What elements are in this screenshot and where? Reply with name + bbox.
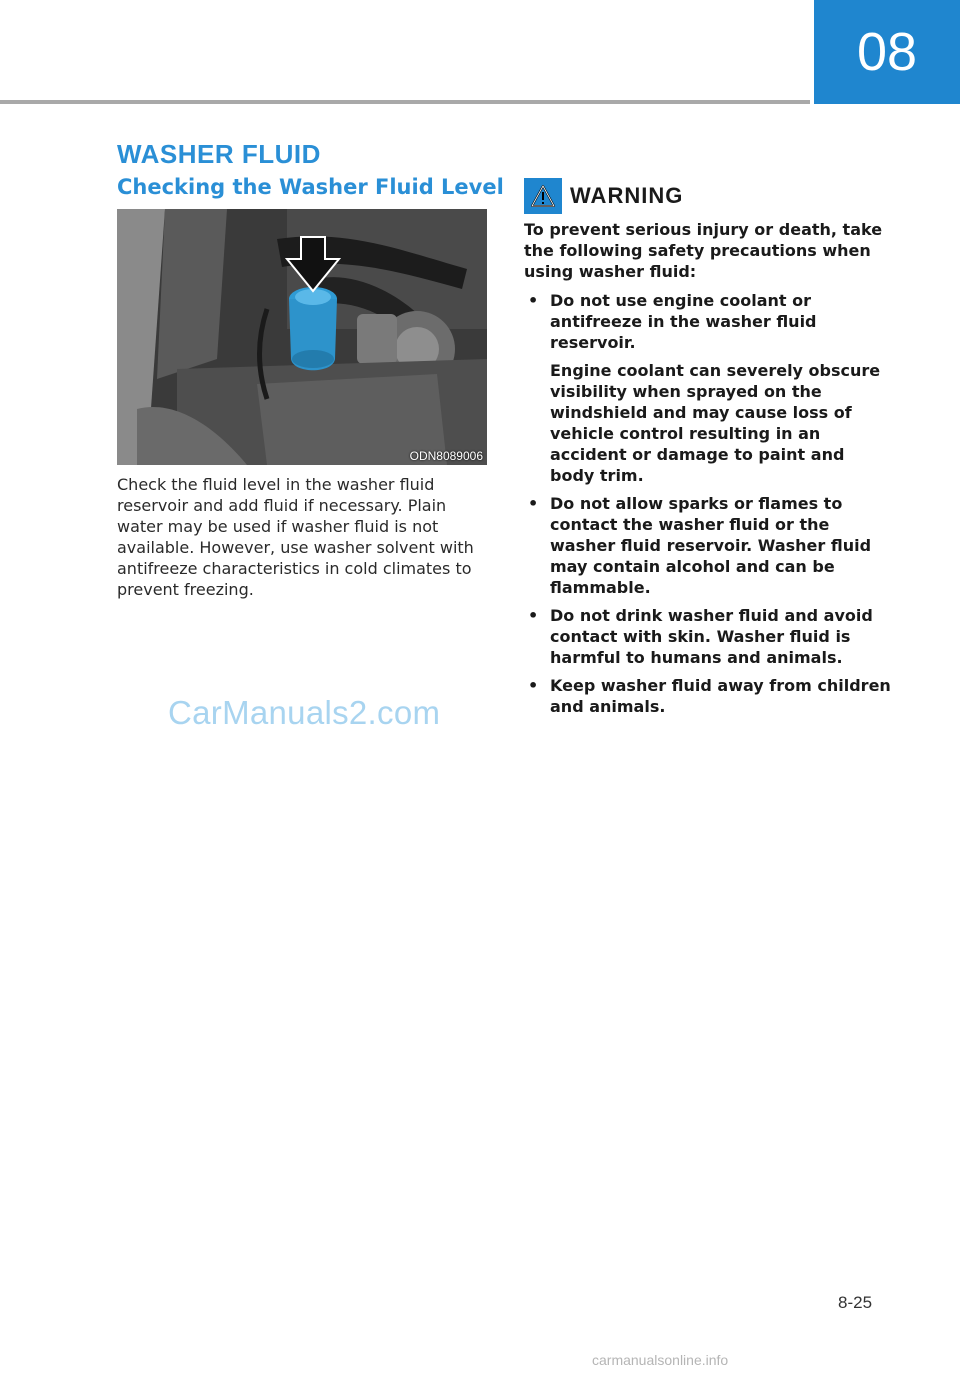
warning-item-text: Do not use engine coolant or antifreeze in the washer fluid reservoir. [550, 291, 817, 352]
page-number: 8-25 [838, 1293, 873, 1312]
warning-item-text: Keep washer fluid away from children and animals. [550, 676, 891, 716]
subsection-title: Checking the Washer Fluid Level [117, 175, 504, 199]
warning-label: WARNING [570, 183, 684, 208]
warning-list [524, 290, 894, 717]
warning-header [524, 178, 683, 214]
warning-item [524, 290, 894, 486]
engine-bay-photo [117, 209, 487, 465]
warning-block [524, 219, 894, 724]
warning-item-note: Engine coolant can severely obscure visibility when sprayed on the windshield and may cause loss of vehicle control resulting in an accident or damage to paint and body trim. [550, 361, 881, 485]
body-paragraph: Check the fluid level in the washer fluid reservoir and add fluid if necessary. Plain water may be used if washer fluid is not available. However, use washer solvent with antifreeze characteristics in cold climates to prevent freezing. [117, 475, 474, 599]
warning-item-text: Do not drink washer fluid and avoid contact with skin. Washer fluid is harmful to humans and animals. [550, 606, 873, 667]
figure-code: ODN8089006 [409, 449, 483, 463]
footer-site-url: carmanualsonline.info [592, 1352, 729, 1368]
warning-triangle-icon [530, 184, 556, 208]
engine-bay-illustration [117, 209, 487, 465]
warning-item [524, 493, 894, 598]
warning-icon [524, 178, 562, 214]
warning-intro: To prevent serious injury or death, take the following safety precautions when using washer fluid: [524, 220, 883, 281]
watermark: CarManuals2.com [168, 694, 441, 731]
header-rule [0, 100, 810, 104]
warning-item [524, 605, 894, 668]
section-title: WASHER FLUID [117, 139, 321, 169]
chapter-tab: 08 [814, 0, 960, 104]
warning-item-text: Do not allow sparks or flames to contact the washer fluid or the washer fluid reservoir. Washer fluid may contain alcohol and can be flammable. [550, 494, 872, 597]
warning-item [524, 675, 894, 717]
